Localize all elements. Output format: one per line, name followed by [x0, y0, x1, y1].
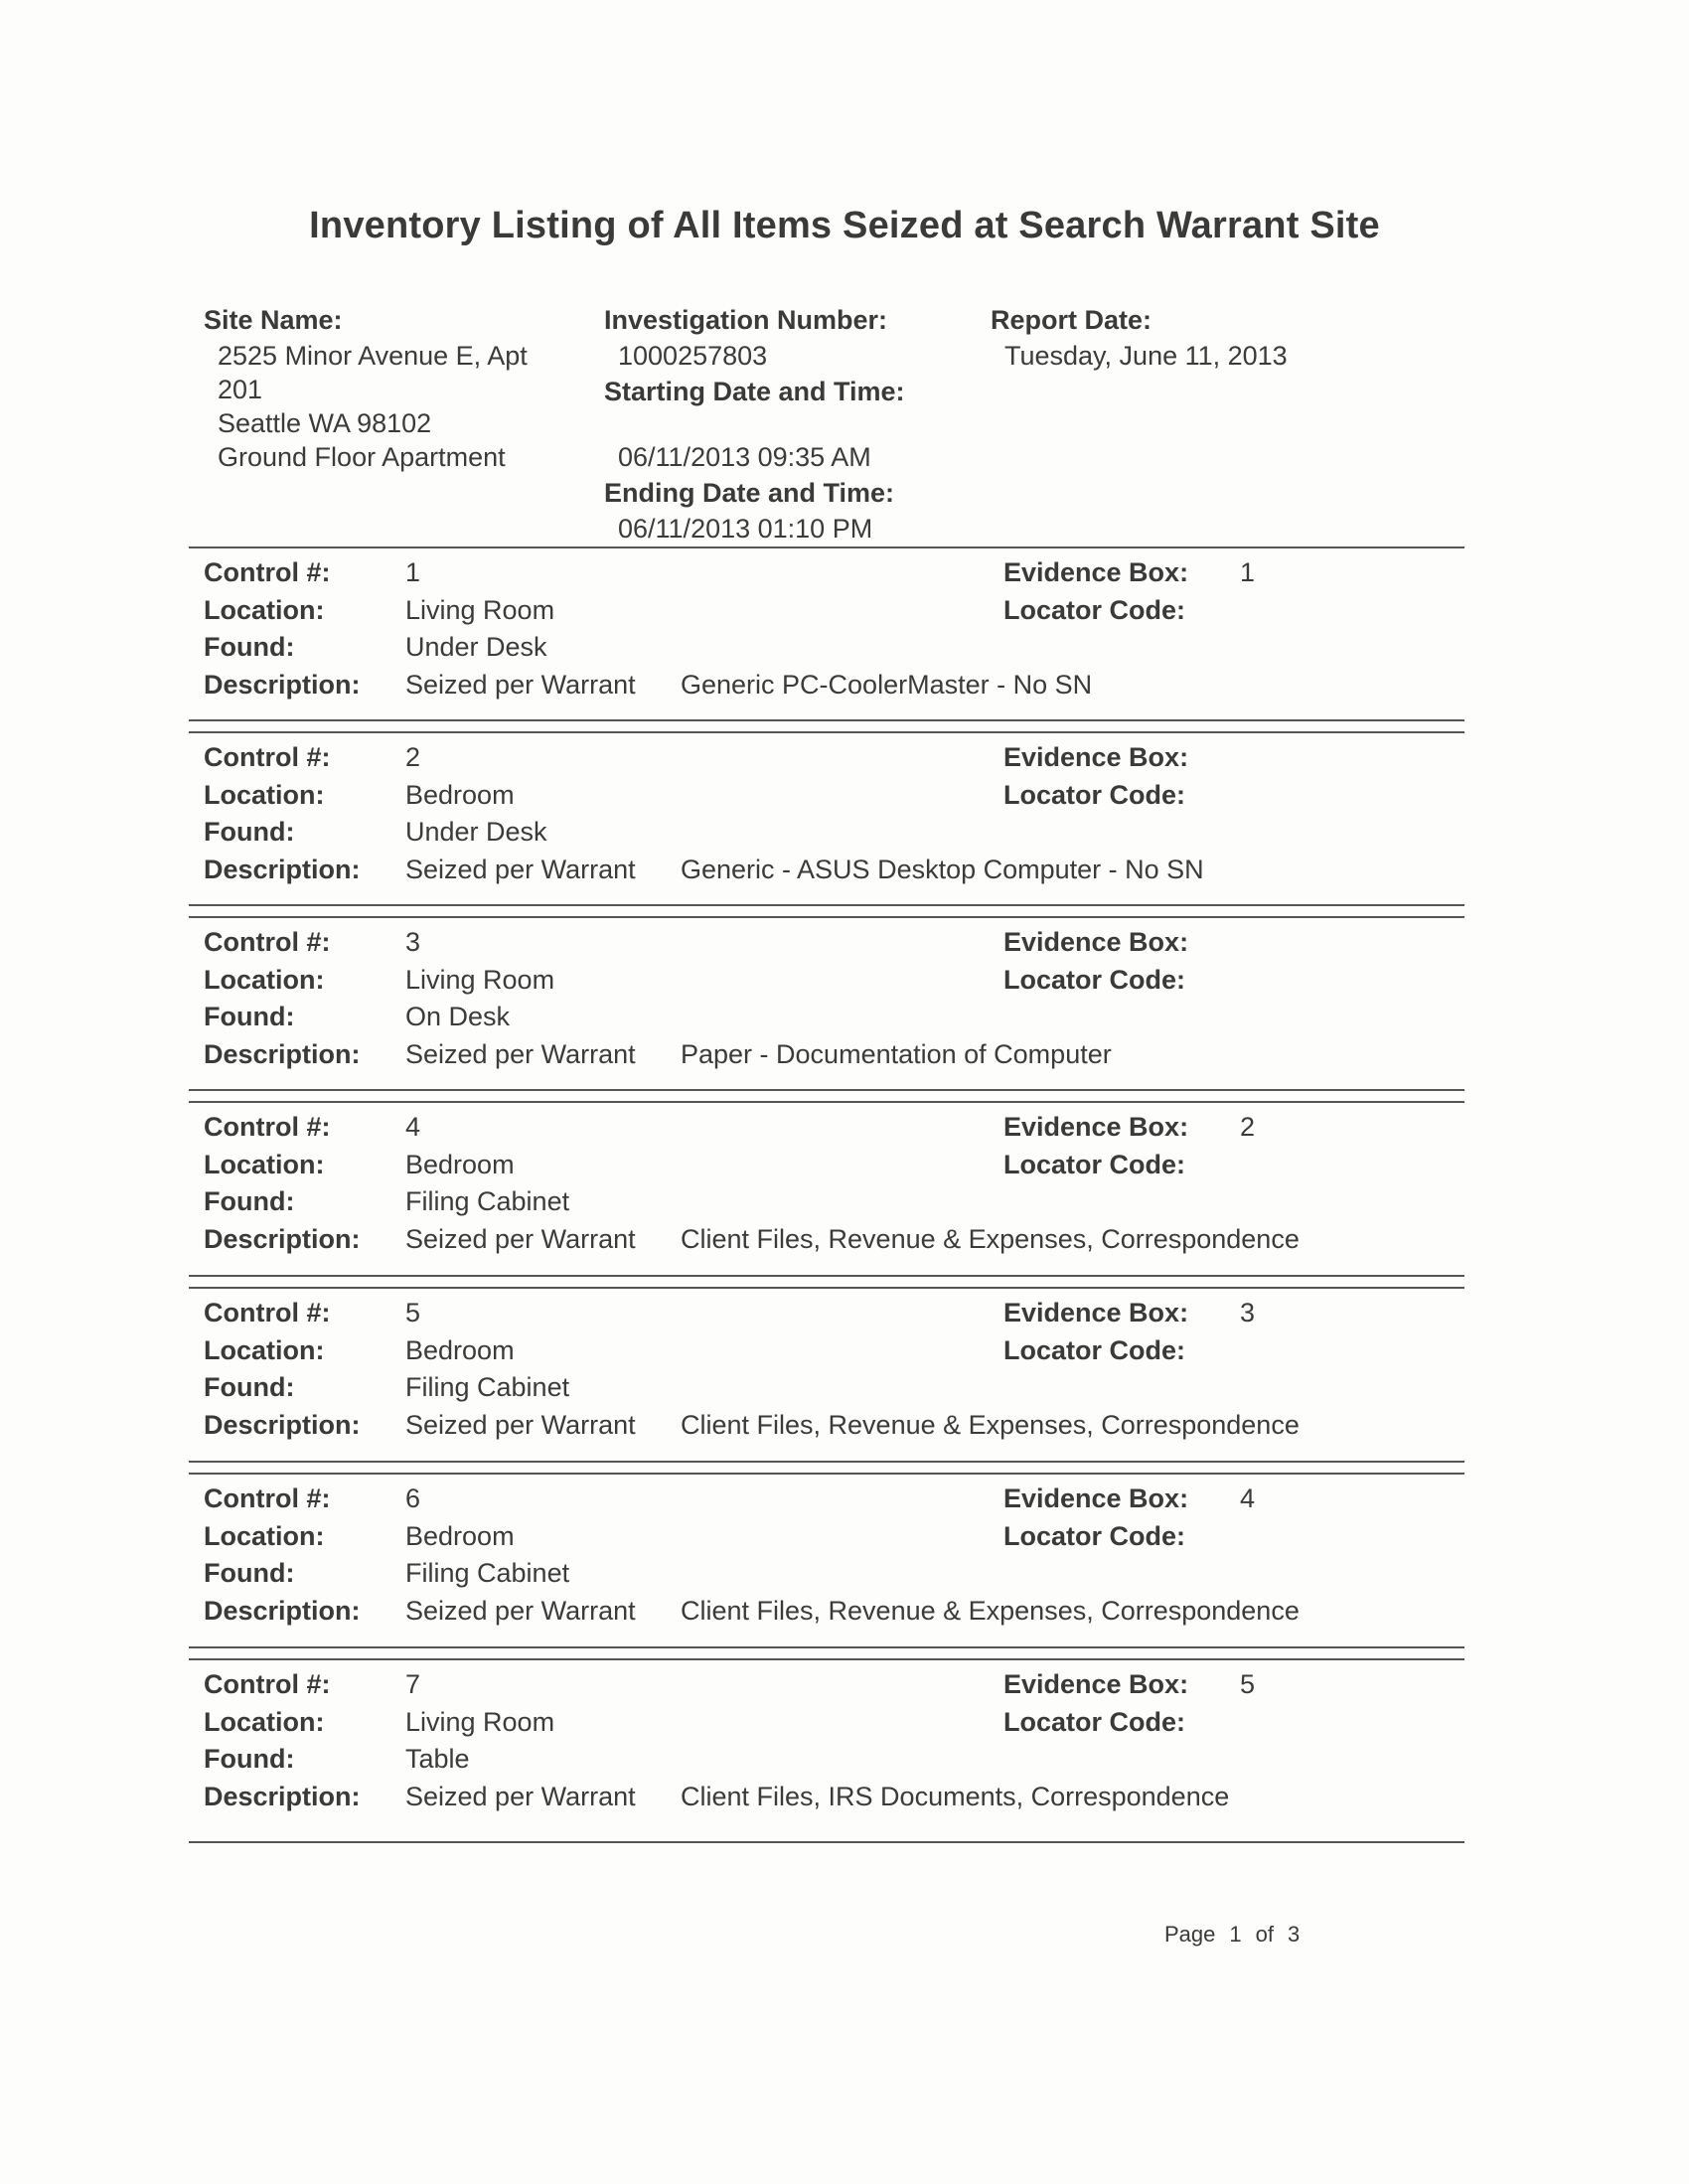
divider [189, 1089, 1464, 1091]
locator-code-label: Locator Code: [1003, 1334, 1186, 1365]
found-value: Filing Cabinet [405, 1186, 570, 1216]
location-value: Living Room [405, 964, 555, 995]
locator-code-label: Locator Code: [1003, 1706, 1186, 1737]
divider [189, 1646, 1464, 1648]
page-indicator [1164, 1922, 1313, 1948]
found-label: Found: [204, 1186, 295, 1216]
inventory-record [204, 1666, 1456, 1815]
description-value: Generic - ASUS Desktop Computer - No SN [681, 854, 1204, 884]
control-value: 5 [405, 1298, 421, 1327]
page-total: 3 [1288, 1922, 1301, 1947]
evidence-box-label: Evidence Box: [1003, 557, 1189, 587]
description-label: Description: [204, 1781, 361, 1811]
evidence-box-label: Evidence Box: [1003, 1298, 1189, 1327]
evidence-box-value: 4 [1240, 1483, 1256, 1513]
investigation-number-value: 1000257803 [618, 341, 768, 371]
seizure-status: Seized per Warrant [405, 669, 636, 700]
description-value: Client Files, Revenue & Expenses, Correspondence [681, 1595, 1300, 1626]
control-value: 6 [405, 1483, 421, 1513]
description-label: Description: [204, 1595, 361, 1626]
found-label: Found: [204, 817, 295, 847]
inventory-record [204, 554, 1456, 703]
found-value: Filing Cabinet [405, 1558, 570, 1588]
locator-code-label: Locator Code: [1003, 779, 1186, 810]
evidence-box-label: Evidence Box: [1003, 742, 1189, 772]
divider [189, 916, 1464, 918]
divider [189, 1275, 1464, 1277]
seizure-status: Seized per Warrant [405, 1038, 636, 1069]
inventory-record [204, 1481, 1456, 1630]
site-name-block [204, 301, 561, 474]
location-label: Location: [204, 594, 325, 625]
location-value: Living Room [405, 1706, 555, 1737]
found-value: On Desk [405, 1002, 511, 1031]
location-label: Location: [204, 1706, 325, 1737]
found-value: Table [405, 1744, 470, 1774]
description-label: Description: [204, 1038, 361, 1069]
control-label: Control #: [204, 1483, 331, 1513]
location-value: Bedroom [405, 1334, 515, 1365]
locator-code-label: Locator Code: [1003, 1520, 1186, 1551]
evidence-box-value: 2 [1240, 1112, 1256, 1142]
starting-date-label: Starting Date and Time: [604, 377, 905, 406]
page-number: 1 [1229, 1922, 1242, 1947]
seizure-status: Seized per Warrant [405, 1223, 636, 1254]
description-value: Client Files, Revenue & Expenses, Correspondence [681, 1409, 1300, 1440]
report-date-label: Report Date: [991, 305, 1152, 335]
control-value: 7 [405, 1669, 421, 1699]
ending-date-label: Ending Date and Time: [604, 478, 895, 508]
location-label: Location: [204, 1149, 325, 1179]
evidence-box-label: Evidence Box: [1003, 1483, 1189, 1513]
locator-code-label: Locator Code: [1003, 964, 1186, 995]
location-label: Location: [204, 964, 325, 995]
found-label: Found: [204, 1744, 295, 1774]
page-word: Page [1164, 1922, 1216, 1947]
found-value: Under Desk [405, 632, 547, 662]
control-value: 2 [405, 742, 421, 772]
seizure-status: Seized per Warrant [405, 854, 636, 884]
control-value: 4 [405, 1112, 421, 1142]
evidence-box-label: Evidence Box: [1003, 1669, 1189, 1699]
description-label: Description: [204, 669, 361, 700]
evidence-box-label: Evidence Box: [1003, 1112, 1189, 1142]
found-label: Found: [204, 1372, 295, 1402]
site-address-line-1: 2525 Minor Avenue E, Apt [218, 341, 528, 371]
description-value: Paper - Documentation of Computer [681, 1038, 1112, 1069]
divider [189, 1658, 1464, 1660]
evidence-box-value: 3 [1240, 1298, 1256, 1327]
of-word: of [1255, 1922, 1274, 1947]
control-label: Control #: [204, 742, 331, 772]
location-label: Location: [204, 1520, 325, 1551]
control-value: 1 [405, 557, 421, 587]
control-value: 3 [405, 927, 421, 957]
inventory-record [204, 1109, 1456, 1258]
evidence-box-label: Evidence Box: [1003, 927, 1189, 957]
divider [189, 731, 1464, 733]
evidence-box-value: 5 [1240, 1669, 1256, 1699]
seizure-status: Seized per Warrant [405, 1409, 636, 1440]
divider [189, 546, 1464, 548]
inventory-record [204, 739, 1456, 888]
control-label: Control #: [204, 557, 331, 587]
inventory-record [204, 924, 1456, 1073]
evidence-box-value: 1 [1240, 557, 1256, 587]
report-date-block [991, 301, 1388, 373]
location-value: Bedroom [405, 1520, 515, 1551]
description-label: Description: [204, 1409, 361, 1440]
investigation-number-label: Investigation Number: [604, 305, 888, 335]
report-date-value: Tuesday, June 11, 2013 [1004, 341, 1288, 371]
location-label: Location: [204, 779, 325, 810]
description-value: Generic PC-CoolerMaster - No SN [681, 669, 1093, 700]
control-label: Control #: [204, 1298, 331, 1327]
seizure-status: Seized per Warrant [405, 1595, 636, 1626]
location-value: Living Room [405, 594, 555, 625]
starting-date-value: 06/11/2013 09:35 AM [618, 442, 871, 472]
location-value: Bedroom [405, 1149, 515, 1179]
control-label: Control #: [204, 1112, 331, 1142]
ending-date-value: 06/11/2013 01:10 PM [618, 514, 873, 544]
location-label: Location: [204, 1334, 325, 1365]
site-address-line-2: 201 [218, 375, 263, 404]
control-label: Control #: [204, 927, 331, 957]
found-value: Filing Cabinet [405, 1372, 570, 1402]
divider [189, 1461, 1464, 1463]
locator-code-label: Locator Code: [1003, 1149, 1186, 1179]
divider [189, 1473, 1464, 1475]
site-name-label: Site Name: [204, 305, 343, 335]
divider [189, 1101, 1464, 1103]
description-label: Description: [204, 1223, 361, 1254]
inventory-record [204, 1295, 1456, 1444]
found-value: Under Desk [405, 817, 547, 847]
found-label: Found: [204, 1002, 295, 1031]
description-value: Client Files, Revenue & Expenses, Correspondence [681, 1223, 1300, 1254]
found-label: Found: [204, 632, 295, 662]
locator-code-label: Locator Code: [1003, 594, 1186, 625]
site-address-line-4: Ground Floor Apartment [218, 442, 506, 472]
divider [189, 904, 1464, 906]
seizure-status: Seized per Warrant [405, 1781, 636, 1811]
document-title: Inventory Listing of All Items Seized at Search Warrant Site [309, 205, 1380, 246]
divider [189, 719, 1464, 721]
divider [189, 1287, 1464, 1289]
investigation-block [604, 301, 982, 546]
description-value: Client Files, IRS Documents, Correspondence [681, 1781, 1230, 1811]
found-label: Found: [204, 1558, 295, 1588]
site-address-line-3: Seattle WA 98102 [218, 408, 432, 438]
description-label: Description: [204, 854, 361, 884]
control-label: Control #: [204, 1669, 331, 1699]
location-value: Bedroom [405, 779, 515, 810]
divider [189, 1841, 1464, 1843]
